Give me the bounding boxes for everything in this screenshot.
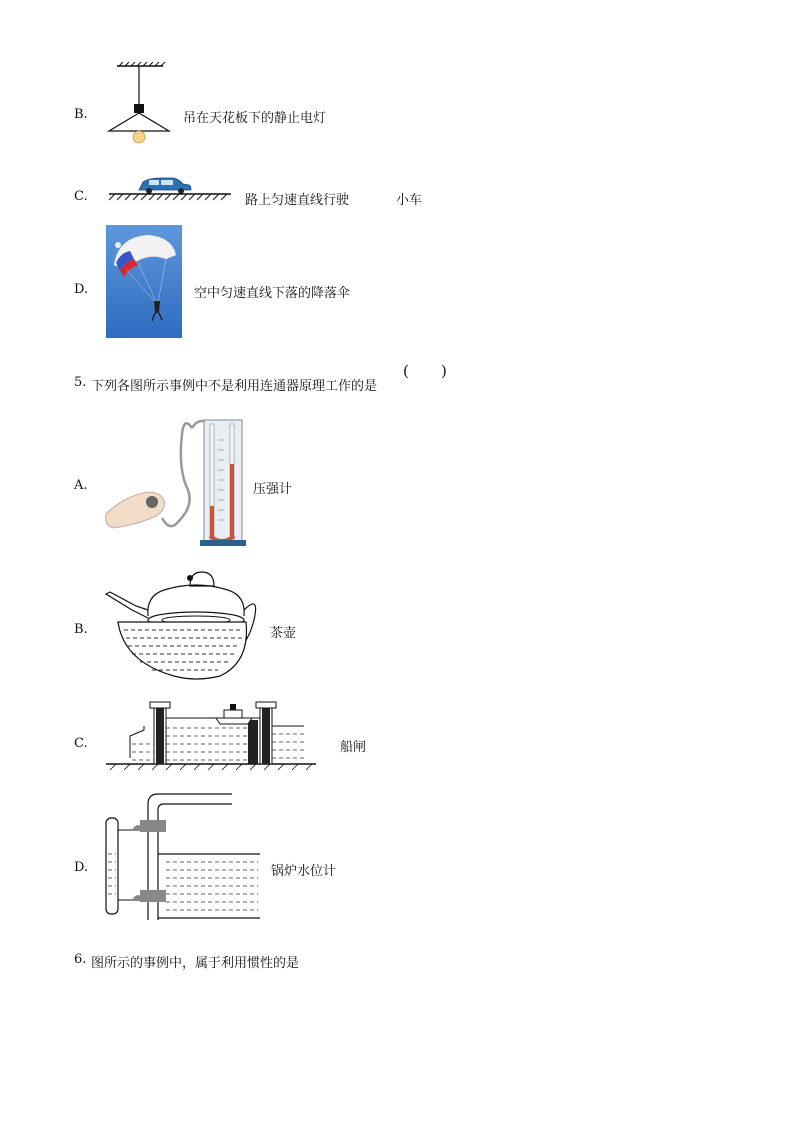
boiler-water-gauge-icon: [100, 790, 265, 930]
question-number: 5.: [74, 375, 87, 390]
parachute-photo: [106, 225, 182, 338]
option-text: 锅炉水位计: [271, 864, 337, 879]
question-stem: 图所示的事例中，属于利用惯性的是: [91, 956, 300, 971]
option-text-extra: 小车: [396, 193, 423, 208]
question-number: 6.: [74, 952, 87, 967]
option-letter: A.: [74, 478, 88, 493]
question-stem: 下列各图所示事例中不是利用连通器原理工作的是: [91, 379, 378, 394]
option-text: 压强计: [253, 482, 293, 497]
option-text: 路上匀速直线行驶: [245, 193, 350, 208]
option-letter: B.: [74, 107, 88, 122]
answer-paren-close: ): [441, 362, 447, 380]
option-letter: B.: [74, 622, 88, 637]
option-text: 茶壶: [270, 626, 297, 641]
option-letter: C.: [74, 189, 88, 204]
option-text: 吊在天花板下的静止电灯: [183, 111, 327, 126]
option-letter: C.: [74, 736, 88, 751]
option-letter: D.: [74, 282, 89, 297]
answer-paren-open: (: [403, 362, 409, 380]
pressure-gauge-icon: [104, 410, 244, 550]
hanging-lamp-icon: [105, 62, 175, 147]
option-letter: D.: [74, 860, 89, 875]
option-text: 船闸: [340, 740, 367, 755]
car-on-road-icon: [105, 170, 235, 202]
option-text: 空中匀速直线下落的降落伞: [194, 286, 351, 301]
teapot-icon: [104, 566, 259, 684]
ship-lock-icon: [104, 698, 319, 774]
